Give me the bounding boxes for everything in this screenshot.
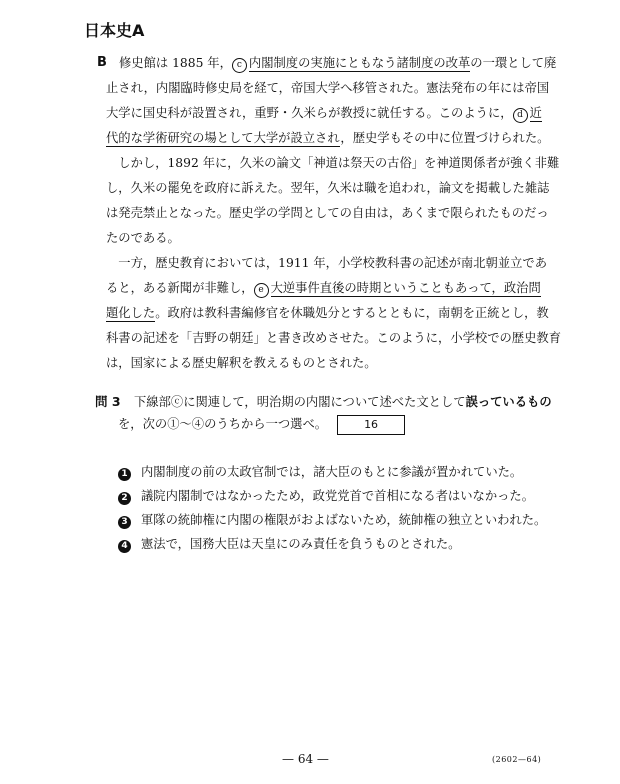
underlined-text-e: 大逆事件直後の時期ということもあって，政治問 [270,281,541,295]
underline-marker-d: d [513,108,528,123]
underline-marker-e: e [254,283,269,298]
passage-label: B [97,55,107,70]
passage-line-12: 科書の記述を「吉野の朝廷」と書き改めさせた。このように，小学校での歴史教育 [106,331,561,345]
choice-text: 憲法で，国務大臣は天皇にのみ責任を負うものとされた。 [141,537,461,551]
page-code: (2602—64) [492,755,542,764]
passage-line-7: は発売禁止となった。歴史学の学問としての自由は，あくまで限られたものだっ [106,206,549,220]
underlined-text-d: 近 [529,106,542,120]
choice-number-icon: 3 [118,516,131,529]
underline-marker-c: c [232,58,247,73]
passage-text: ，歴史学もその中に位置づけられた。 [340,131,550,145]
passage-text: の一環として廃 [470,56,557,70]
passage-line-3 [106,104,542,123]
passage-text: 。政府は教科書編修官を休職処分とするとともに，南朝を正統とし，教 [155,306,549,320]
question-stem-line-1 [134,392,552,410]
choice-number-icon: 2 [118,492,131,505]
passage-text: 修史館は 1885 年， [119,56,232,70]
passage-text: 大学に国史科が設置され，重野・久米らが教授に就任する。このように， [106,106,513,120]
subject-title: 日本史A [84,21,145,40]
choice-number-icon: 1 [118,468,131,481]
question-text: を，次の①～④のうちから一つ選べ。 [118,417,328,431]
passage-line-1 [119,54,556,73]
choice-text: 軍隊の統帥権に内閣の権限がおよばないため，統帥権の独立といわれた。 [141,513,547,527]
passage-text: ると，ある新聞が非難し， [106,281,254,295]
choice-number-icon: 4 [118,540,131,553]
question-emphasis: 誤っているもの [465,394,552,409]
answer-number-box: 16 [337,415,405,435]
passage-line-8: たのである。 [106,231,180,245]
page-number: — 64 — [282,752,329,766]
question-number: 問 3 [95,394,121,409]
question-text: 下線部ⓒに関連して，明治期の内閣について述べた文として [134,395,466,409]
passage-line-4 [106,129,549,147]
passage-line-11 [106,304,549,322]
underlined-text-e: 題化した [106,306,156,320]
passage-line-5: しかし，1892 年に，久米の論文「神道は祭天の古俗」を神道関係者が強く非難 [106,156,560,170]
choice-1 [118,462,522,481]
passage-line-10 [106,279,541,298]
underlined-text-d: 代的な学術研究の場として大学が設立され [106,131,341,145]
underlined-text-c: 内閣制度の実施にともなう諸制度の改革 [248,56,471,70]
choice-text: 内閣制度の前の太政官制では，諸大臣のもとに参議が置かれていた。 [141,465,523,479]
choice-3 [118,510,546,529]
passage-line-13: は，国家による歴史解釈を教えるものとされた。 [106,356,377,370]
choice-text: 議院内閣制ではなかったため，政党党首で首相になる者はいなかった。 [141,489,535,503]
passage-line-9: 一方，歴史教育においては，1911 年，小学校教科書の記述が南北朝並立であ [106,256,548,270]
passage-line-2: 止され，内閣臨時修史局を経て，帝国大学へ移管された。憲法発布の年には帝国 [106,81,550,95]
choice-2 [118,486,534,505]
question-stem-line-2 [118,414,405,435]
passage-line-6: し，久米の罷免を政府に訴えた。翌年，久米は職を追われ，論文を掲載した雑誌 [106,181,550,195]
choice-4 [118,534,460,553]
